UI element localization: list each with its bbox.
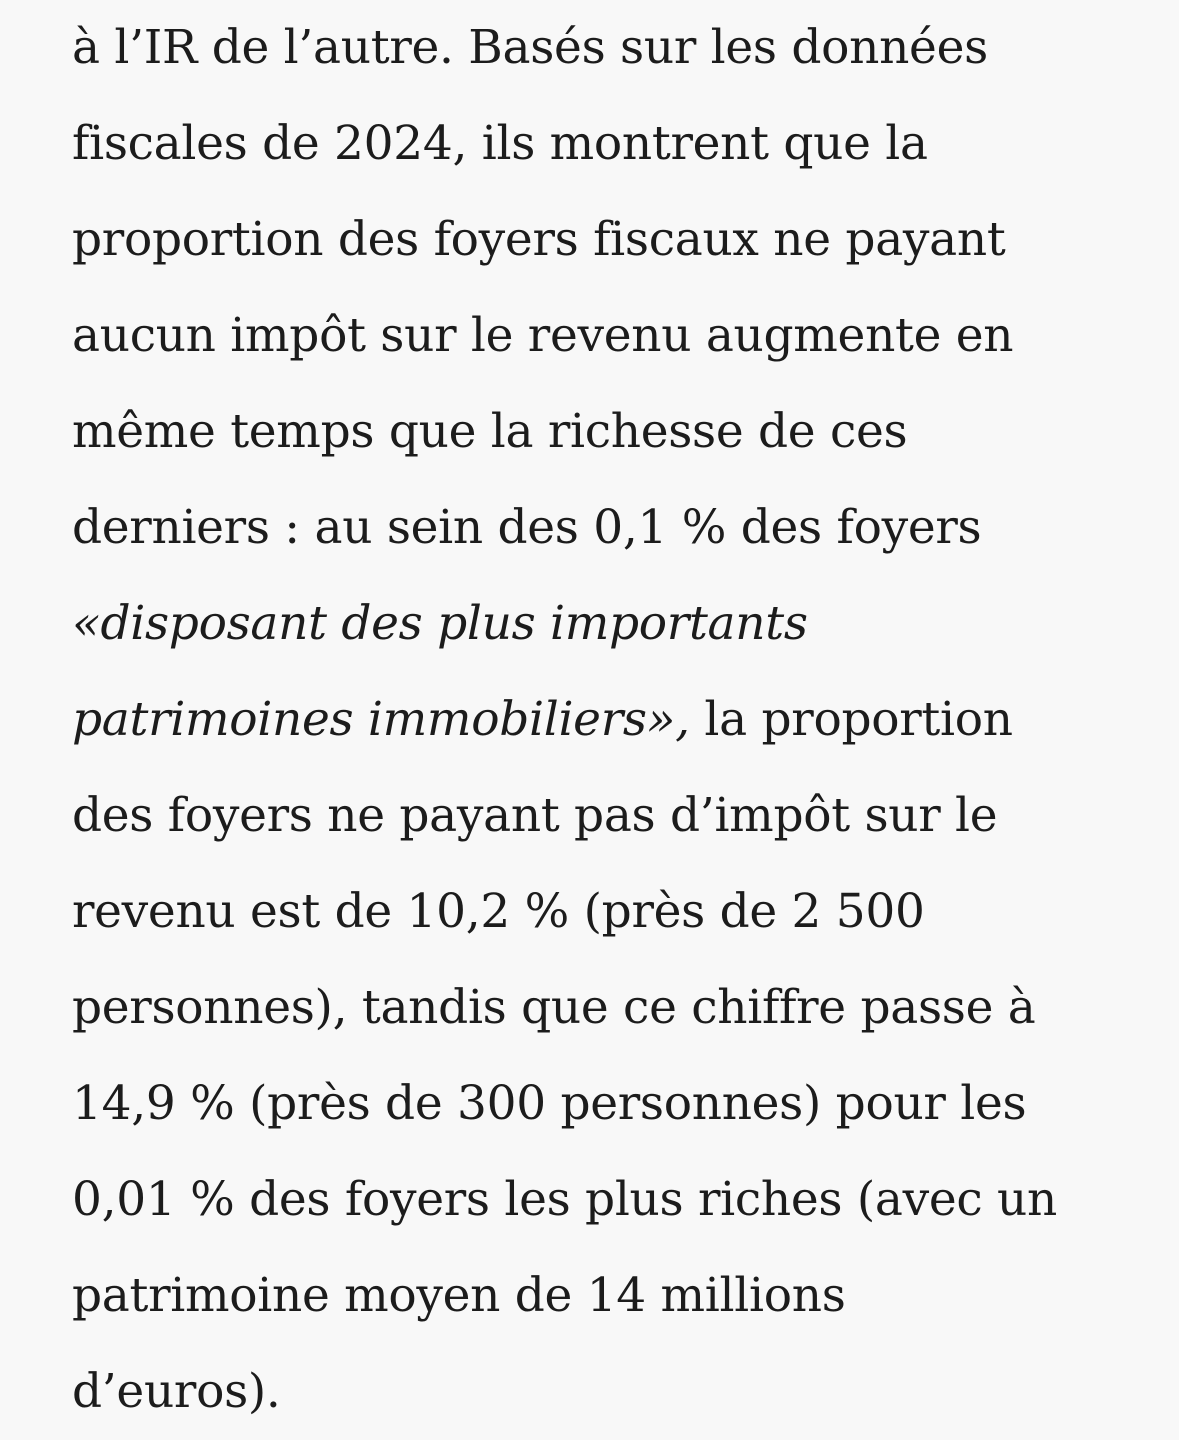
paragraph-line (72, 960, 1132, 1056)
paragraph-line (72, 96, 1132, 192)
line-text: derniers : au sein des 0,1 % des foyers (72, 500, 982, 555)
line-text: 14,9 % (près de 300 personnes) pour les (72, 1076, 1027, 1131)
quote-italic: «disposant des plus importants (72, 596, 808, 651)
paragraph-line (72, 576, 1132, 672)
line-text: revenu est de 10,2 % (près de 2 500 (72, 884, 925, 939)
line-text: à l’IR de l’autre. Basés sur les données (72, 20, 988, 75)
paragraph-line (72, 0, 1132, 96)
paragraph-line (72, 1344, 1132, 1440)
line-text: la proportion (689, 692, 1013, 747)
paragraph-line (72, 1152, 1132, 1248)
line-text: 0,01 % des foyers les plus riches (avec un (72, 1172, 1057, 1227)
line-text: même temps que la richesse de ces (72, 404, 908, 459)
line-text: aucun impôt sur le revenu augmente en (72, 308, 1014, 363)
paragraph-line (72, 192, 1132, 288)
paragraph-line (72, 1248, 1132, 1344)
paragraph-line (72, 384, 1132, 480)
paragraph-line (72, 480, 1132, 576)
paragraph-line (72, 768, 1132, 864)
line-text: proportion des foyers fiscaux ne payant (72, 212, 1006, 267)
paragraph-line (72, 288, 1132, 384)
article-paragraph (72, 0, 1132, 1440)
line-text: des foyers ne payant pas d’impôt sur le (72, 788, 998, 843)
line-text: personnes), tandis que ce chiffre passe à (72, 980, 1036, 1035)
line-text: d’euros). (72, 1364, 281, 1419)
paragraph-line (72, 1056, 1132, 1152)
line-text: fiscales de 2024, ils montrent que la (72, 116, 928, 171)
quote-italic: patrimoines immobiliers», (72, 692, 690, 747)
line-text: patrimoine moyen de 14 millions (72, 1268, 846, 1323)
paragraph-line (72, 864, 1132, 960)
paragraph-line (72, 672, 1132, 768)
